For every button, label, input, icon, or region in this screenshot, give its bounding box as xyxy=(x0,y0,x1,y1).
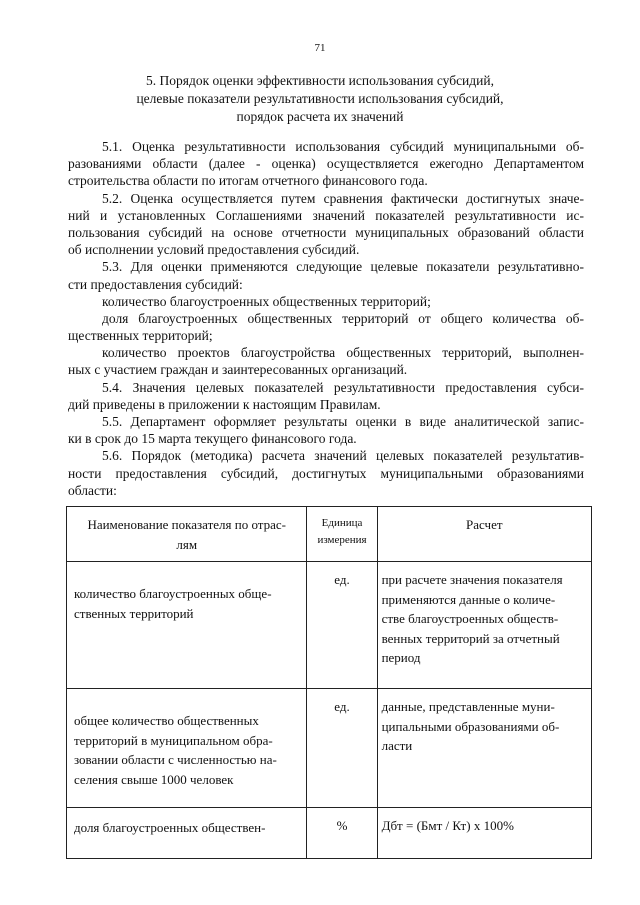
body-text xyxy=(68,138,584,499)
text-line: области: xyxy=(68,482,117,498)
calculation-cell: при расчете значения показателя применяются данные о количе- стве благоустроенных обществ- венных территорий за отчетный период xyxy=(377,562,591,689)
list-item: количество проектов благоустройства общественных территорий, выполнен- xyxy=(102,345,584,361)
heading-line: порядок расчета их значений xyxy=(236,109,404,124)
table-row xyxy=(67,808,592,859)
indicator-name-cell: доля благоустроенных обществен- xyxy=(67,808,307,859)
text-line: ных с участием граждан и заинтересованных организаций. xyxy=(68,362,408,378)
calculation-cell: данные, представленные муни- ципальными образованиями об- ласти xyxy=(377,689,591,808)
indicator-name-cell: общее количество общественных территорий в муниципальном обра- зовании области с численностью на- селения свыше 1000 человек xyxy=(67,689,307,808)
unit-cell: ед. xyxy=(307,689,377,808)
heading-line: 5. Порядок оценки эффективности использования субсидий, xyxy=(146,73,494,88)
calculation-cell: Дбт = (Бмт / Кт) х 100% xyxy=(377,808,591,859)
text-line: ности предоставления субсидий, достигнутых муниципальными образованиями xyxy=(68,465,584,481)
unit-cell: ед. xyxy=(307,562,377,689)
page-number: 71 xyxy=(314,42,326,54)
header-indicator-name: Наименование показателя по отрас- лям xyxy=(67,507,307,562)
paragraph-5-5: 5.5. Департамент оформляет результаты оценки в виде аналитической запис- xyxy=(102,414,584,429)
indicators-table xyxy=(66,506,592,859)
table-header-row xyxy=(67,507,592,562)
list-item: доля благоустроенных общественных территорий от общего количества об- xyxy=(102,310,584,326)
paragraph-5-3: 5.3. Для оценки применяются следующие целевые показатели результативно- xyxy=(102,259,584,275)
text-line: ний и установленных Соглашениями значений показателей результативности ис- xyxy=(68,207,584,223)
text-line: дий приведены в приложении к настоящим Правилам. xyxy=(68,396,381,412)
unit-cell: % xyxy=(307,808,377,859)
text-line: щественных территорий; xyxy=(68,328,213,344)
table-row xyxy=(67,562,592,689)
indicator-name-cell: количество благоустроенных обще- ственных территорий xyxy=(67,562,307,689)
paragraph-5-4: 5.4. Значения целевых показателей результативности предоставления субси- xyxy=(102,379,584,395)
text-line: об исполнении условий предоставления субсидий. xyxy=(68,242,360,258)
text-line: строительства области по итогам отчетного финансового года. xyxy=(68,173,428,189)
header-unit: Единица измерения xyxy=(307,507,377,562)
text-line: пользования субсидий на основе отчетности муниципальных образований области xyxy=(68,224,584,240)
paragraph-5-6: 5.6. Порядок (методика) расчета значений целевых показателей результатив- xyxy=(102,448,584,464)
header-calculation: Расчет xyxy=(377,507,591,562)
list-item: количество благоустроенных общественных территорий; xyxy=(102,293,431,309)
section-heading xyxy=(40,72,600,126)
table-row xyxy=(67,689,592,808)
paragraph-5-2: 5.2. Оценка осуществляется путем сравнения фактически достигнутых значе- xyxy=(102,190,584,206)
text-line: разованиями области (далее - оценка) осуществляется ежегодно Департаментом xyxy=(68,156,584,172)
text-line: сти предоставления субсидий: xyxy=(68,276,243,292)
text-line: ки в срок до 15 марта текущего финансового года. xyxy=(68,431,357,447)
heading-line: целевые показатели результативности использования субсидий, xyxy=(136,91,504,106)
paragraph-5-1: 5.1. Оценка результативности использования субсидий муниципальными об- xyxy=(102,139,584,154)
